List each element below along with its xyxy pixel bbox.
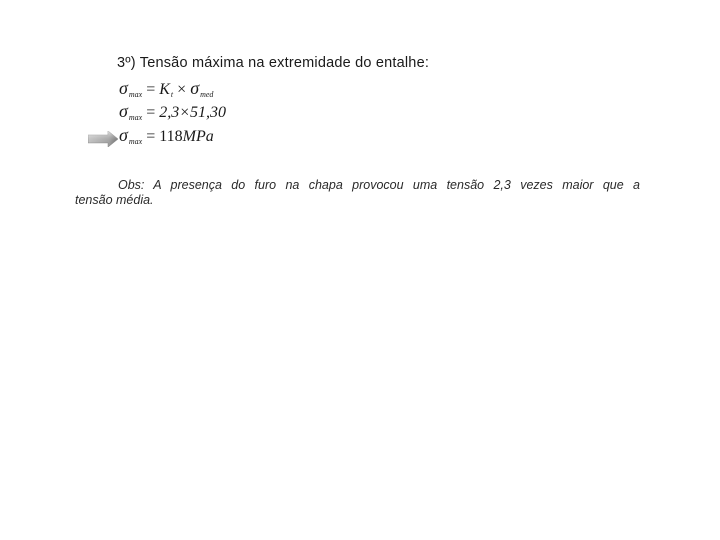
- right-arrow-icon: [88, 131, 118, 147]
- equation-max-stress-substitution: [119, 101, 226, 122]
- result-number: 118: [159, 128, 183, 145]
- sigma-symbol: σ: [119, 78, 128, 98]
- result-unit: MPa: [182, 128, 214, 145]
- times-sign: ×: [177, 81, 187, 98]
- section-heading: 3º) Tensão máxima na extremidade do entalhe:: [117, 55, 430, 71]
- sigma-med-symbol: σ: [190, 78, 200, 98]
- subscript-max: max: [128, 113, 143, 122]
- equation-max-stress-formula: [119, 78, 213, 99]
- subscript-max: max: [128, 90, 143, 99]
- sigma-symbol: σ: [119, 125, 128, 145]
- observation-note: [75, 178, 640, 208]
- note-line-1: Obs: A presença do furo na chapa provocou uma tensão 2,3 vezes maior que a: [118, 178, 640, 192]
- sigma-symbol: σ: [119, 101, 128, 121]
- substituted-values: 2,3×51,30: [159, 104, 227, 121]
- k-factor: K: [159, 81, 170, 98]
- subscript-max: max: [128, 137, 143, 146]
- equals-sign: =: [146, 104, 156, 121]
- equals-sign: =: [146, 81, 156, 98]
- equals-sign: =: [146, 128, 156, 145]
- equation-max-stress-result: [119, 125, 214, 146]
- note-line-2: tensão média.: [75, 193, 154, 207]
- subscript-med: med: [200, 90, 214, 99]
- subscript-t: t: [170, 90, 174, 99]
